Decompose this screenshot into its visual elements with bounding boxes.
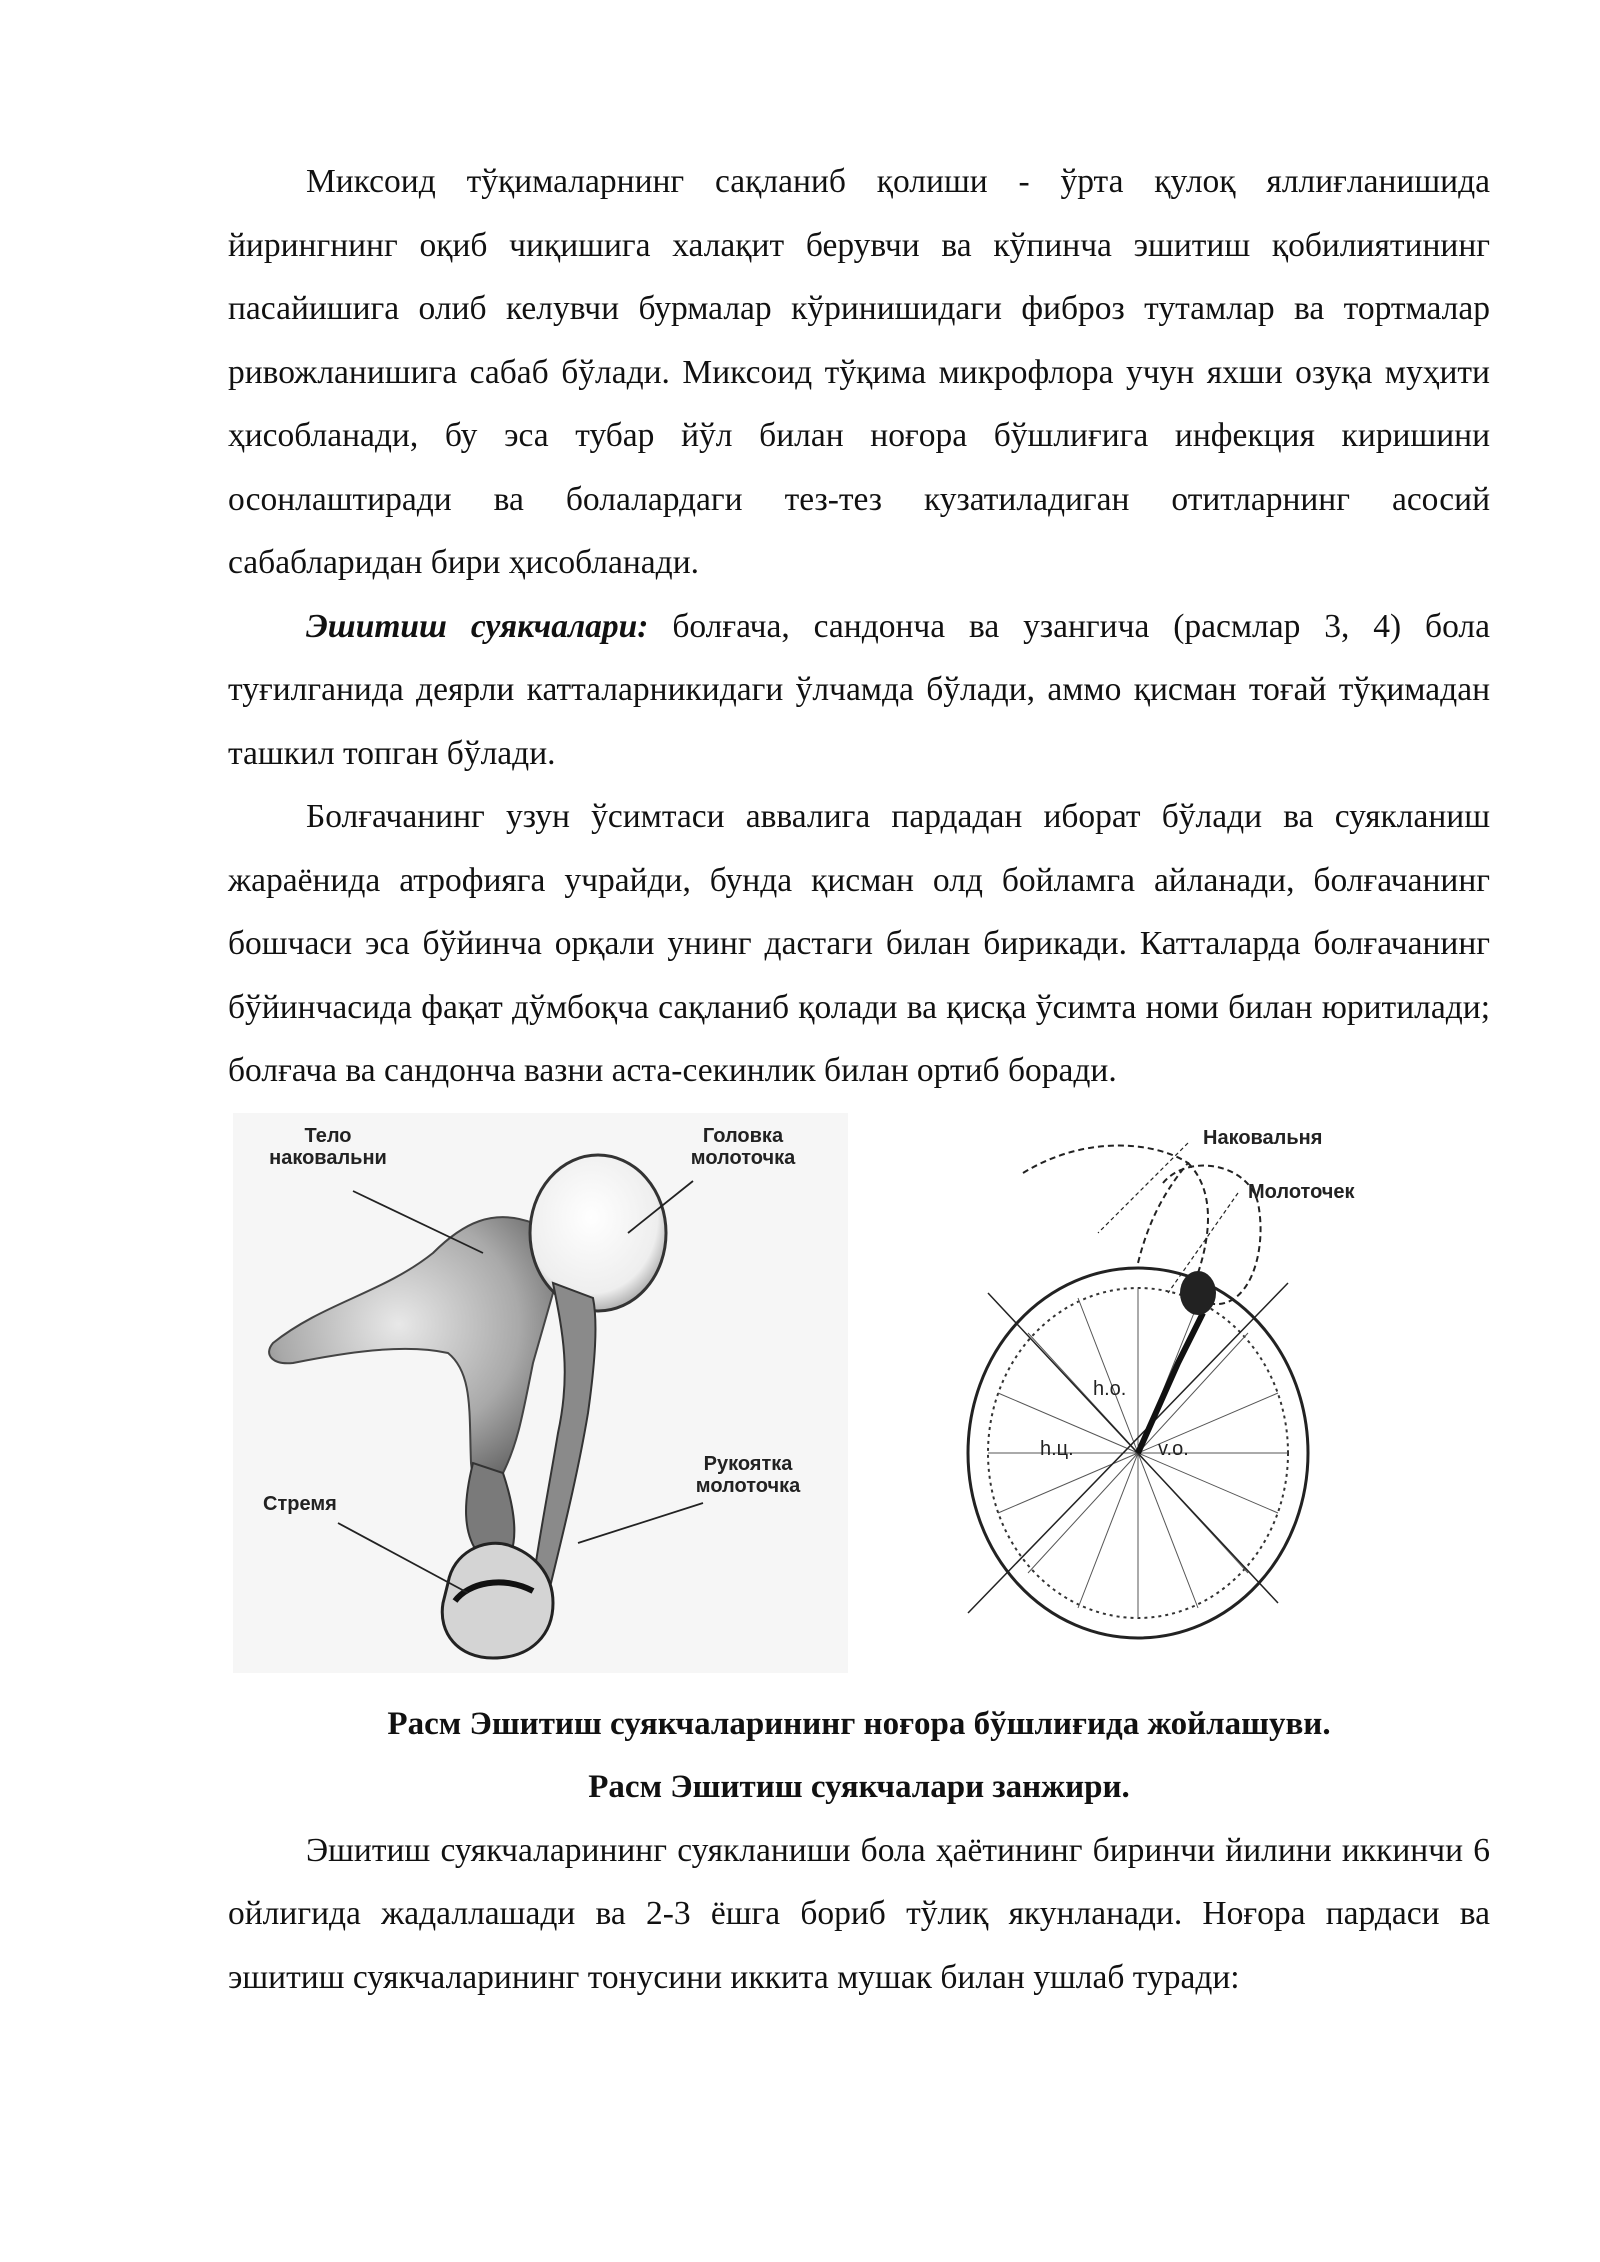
label-v-o: v.o. — [1158, 1437, 1189, 1460]
paragraph-ossification: Эшитиш суякчаларининг суякланиши бола ҳаётининг биринчи йилини иккинчи 6 ойлигида жадаллашади ва 2-3 ёшга бориб тўлиқ якунланади. Ноғора пардаси ва эшитиш суякчаларининг тонусини иккита мушак билан ушлаб туради: — [228, 1831, 1490, 1996]
label-h-ts: h.ц. — [1040, 1437, 1074, 1460]
ossicle-chain-drawing — [233, 1113, 848, 1673]
pointer-handle-malleus — [578, 1503, 703, 1543]
caption-tympanic-location: Расм Эшитиш суякчаларининг ноғора бўшлиғида жойлашуви. — [387, 1705, 1331, 1742]
caption-ossicle-chain: Расм Эшитиш суякчалари занжири. — [588, 1768, 1130, 1805]
label-stapes: Стремя — [263, 1492, 337, 1515]
pointer-stapes — [338, 1523, 468, 1593]
paragraph-ossicles — [228, 595, 1490, 786]
label-head-malleus: Головка молоточка — [690, 1124, 796, 1169]
malleus-head — [530, 1155, 666, 1311]
incus-outline-2 — [1188, 1163, 1208, 1273]
pointer-incus — [1098, 1143, 1188, 1233]
incus-outline — [1023, 1145, 1188, 1263]
label-handle-malleus: Рукоятка молоточка — [695, 1452, 801, 1497]
paragraph-myxoid: Миксоид тўқималарнинг сақланиб қолиши - ўрта қулоқ яллиғланишида йирингнинг оқиб чиқишига халақит берувчи ва кўпинча эшитиш қобилиятининг пасайишига олиб келувчи бурмалар кўринишидаги фиброз тутамлар ва тортмалар ривожланишига сабаб бўлади. Миксоид тўқима микрофлора учун яхши озуқа муҳити ҳисобланади, бу эса тубар йўл билан ноғора бўшлиғига инфекция киришини осонлаштиради ва болалардаги тез-тез кузатиладиган отитларнинг асосий сабабларидан бири ҳисобланади. — [228, 163, 1490, 581]
label-incus: Наковальня — [1203, 1126, 1323, 1149]
cross-line-a — [988, 1293, 1278, 1603]
cross-line-b — [968, 1283, 1288, 1613]
document-page — [228, 150, 1490, 2009]
paragraph-malleus: Болғачанинг узун ўсимтаси аввалига пардадан иборат бўлади ва суякланиш жараёнида атрофияга учрайди, бунда қисман олд бойламга айланади, болғачанинг бошчаси эса бўйинча орқали унинг дастаги билан бирикади. Катталарда болғачанинг бўйинчасида фақат дўмбоқча сақланиб қолади ва қисқа ўсимта номи билан юритилади; болғача ва сандонча вазни аста-секинлик билан ортиб боради. — [228, 798, 1490, 1089]
term-ossicles: Эшитиш суякчалари: — [306, 607, 649, 645]
figure-ossicle-chain — [233, 1113, 848, 1673]
incus-body — [269, 1217, 557, 1485]
label-malleus: Молоточек — [1248, 1180, 1355, 1203]
paragraph-ossicles-text: болғача, сандонча ва узангича (расмлар 3, 4) бола туғилганида деярли катталарникидаги ўлчамда бўлади, аммо қисман тоғай тўқимадан ташкил топган бўлади. — [228, 607, 1490, 772]
figure-tympanic-membrane — [948, 1113, 1508, 1673]
ossicle-dark-knob — [1180, 1271, 1216, 1315]
pointer-body-incus — [353, 1191, 483, 1253]
label-body-incus: Тело наковальни — [269, 1124, 387, 1169]
figure-captions — [228, 1693, 1490, 1819]
label-h-o: h.o. — [1093, 1377, 1127, 1400]
figures-row — [228, 1113, 1490, 1693]
